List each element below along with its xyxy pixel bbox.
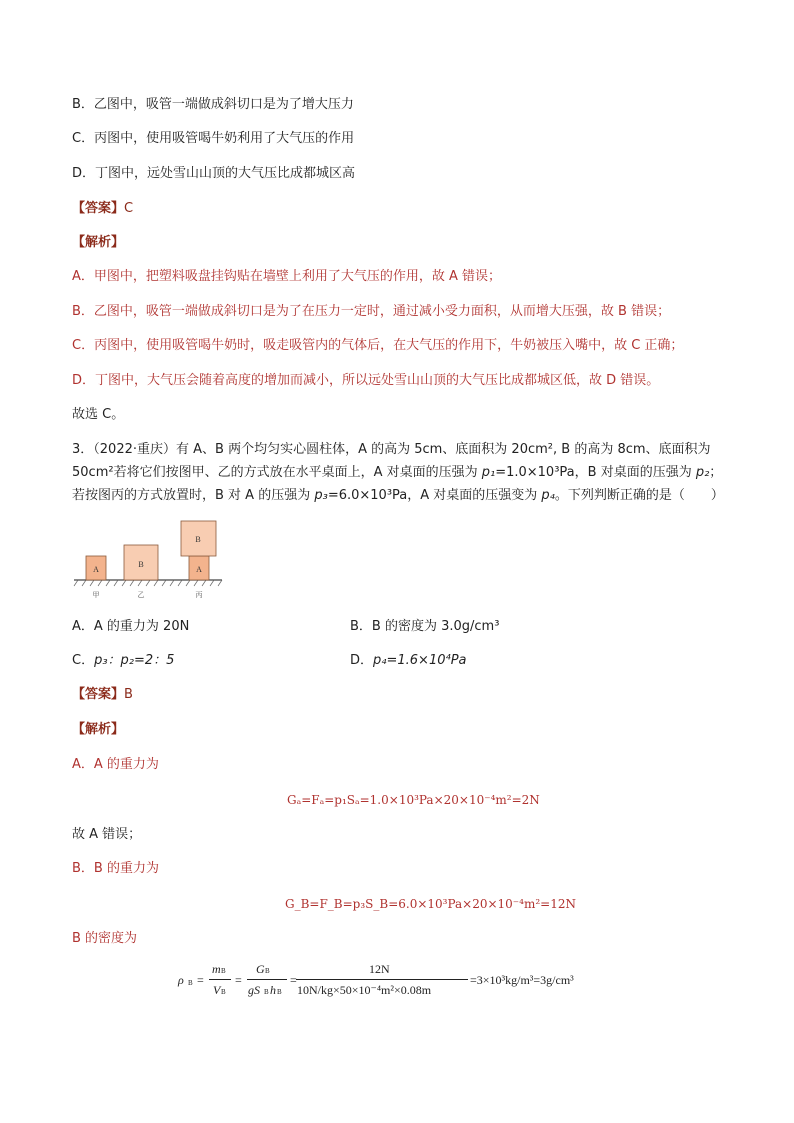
answer-3: 【答案】B <box>72 687 133 702</box>
block-b-bing-label: B <box>195 535 201 544</box>
analysis-1-a: A．甲图中，把塑料吸盘挂钩贴在墙壁上利用了大气压的作用，故 A 错误； <box>72 269 502 284</box>
answer-label: 【答案】 <box>72 201 125 216</box>
question-3-line-1: 3．（2022·重庆）有 A、B 两个均匀实心圆柱体，A 的高为 5cm、底面积为 20cm², B 的高为 8cm、底面积为 <box>72 442 711 457</box>
analysis-3-a-intro: A．A 的重力为 <box>72 757 159 772</box>
question-3-option-a: A．A 的重力为 20N <box>72 619 190 634</box>
label-jia: 甲 <box>92 591 100 599</box>
block-a-jia-label: A <box>93 565 99 574</box>
question-3-option-b: B．B 的密度为 3.0g/cm³ <box>350 619 500 634</box>
analysis-1-d: D．丁图中，大气压会随着高度的增加而减小，所以远处雪山山顶的大气压比成都城区低，故 D 错误。 <box>72 373 660 388</box>
question-3-line-2: 50cm²若将它们按图甲、乙的方式放在水平桌面上，A 对桌面的压强为 p₁=1.0×10³Pa，B 对桌面的压强为 p₂； <box>72 465 723 480</box>
analysis-1-conclusion: 故选 C。 <box>72 407 125 422</box>
option-d-line: D．丁图中，远处雪山山顶的大气压比成都城区高 <box>72 166 356 181</box>
question-3-option-c: C．p₃：p₂=2：5 <box>72 653 175 668</box>
analysis-3-label: 【解析】 <box>72 722 125 737</box>
answer-value: C <box>124 201 134 216</box>
label-bing: 丙 <box>195 591 203 599</box>
formula-ga: Gₐ=Fₐ=p₁Sₐ=1.0×10³Pa×20×10⁻⁴m²=2N <box>287 793 540 807</box>
analysis-1-b: B．乙图中，吸管一端做成斜切口是为了在压力一定时，通过减小受力面积，从而增大压强，故 B 错误； <box>72 304 671 319</box>
cylinders-figure <box>72 517 232 601</box>
analysis-3-b-intro: B．B 的重力为 <box>72 861 159 876</box>
analysis-label: 【解析】 <box>72 235 125 250</box>
analysis-3-density-intro: B 的密度为 <box>72 931 138 946</box>
ground-hatching <box>74 580 222 586</box>
block-a-bing-label: A <box>196 565 202 574</box>
analysis-1-c: C．丙图中，使用吸管喝牛奶时，吸走吸管内的气体后，在大气压的作用下，牛奶被压入嘴中，故 C 正确； <box>72 338 684 353</box>
block-b-yi-label: B <box>138 560 144 569</box>
option-c-line: C．丙图中，使用吸管喝牛奶利用了大气压的作用 <box>72 131 355 146</box>
question-3-option-d: D．p₄=1.6×10⁴Pa <box>350 653 467 668</box>
label-yi: 乙 <box>137 591 145 599</box>
question-3-line-3: 若按图丙的方式放置时，B 对 A 的压强为 p₃=6.0×10³Pa，A 对桌面的压强变为 p₄。下列判断正确的是（ ） <box>72 488 724 503</box>
analysis-3-a-conclusion: 故 A 错误； <box>72 827 142 842</box>
option-b-line: B．乙图中，吸管一端做成斜切口是为了增大压力 <box>72 97 354 112</box>
answer-1 <box>72 200 133 218</box>
formula-gb: G_B=F_B=p₃S_B=6.0×10³Pa×20×10⁻⁴m²=12N <box>285 897 576 911</box>
